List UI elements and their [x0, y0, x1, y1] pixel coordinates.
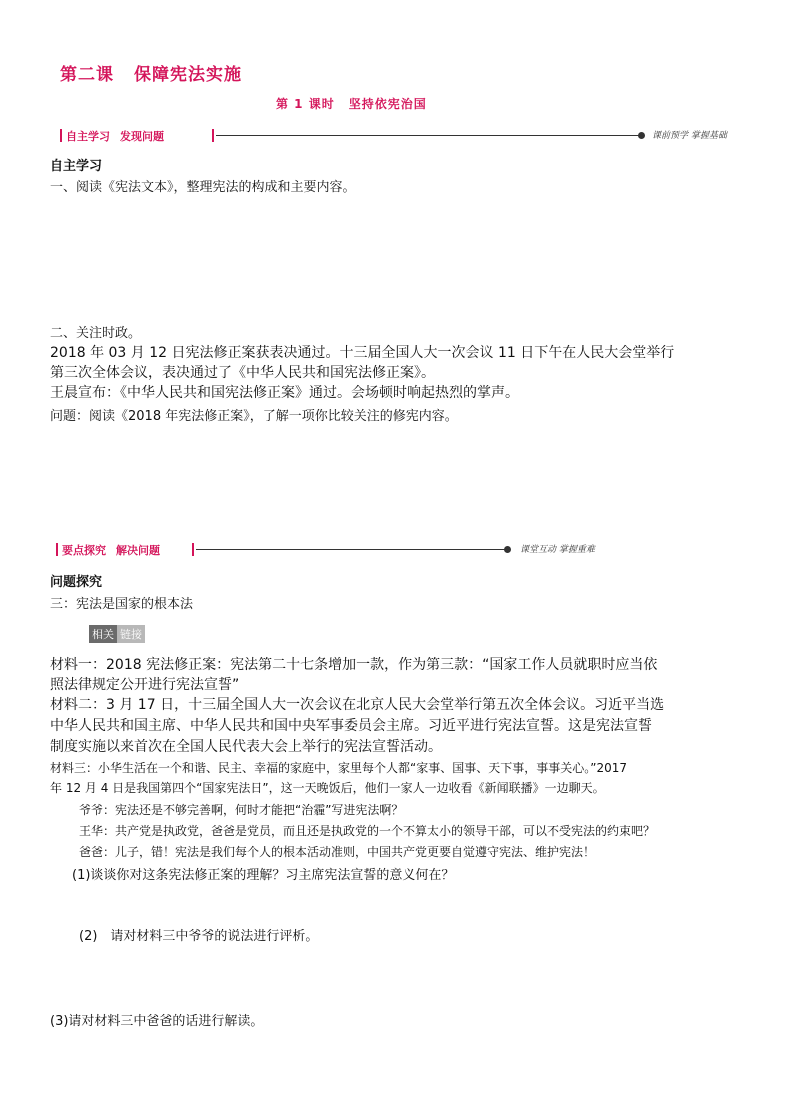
inquiry-topic: 三：宪法是国家的根本法: [50, 597, 194, 612]
section-label: 要点探究 解决问题: [62, 544, 160, 557]
section-label: 自主学习 发现问题: [66, 130, 164, 143]
dialogue-wanghua: 王华：共产党是执政党，爸爸是党员，而且还是执政党的一个不算太小的领导干部，可以不受宪法的约束吧？: [79, 824, 656, 838]
material-2-line-1: 材料二：3 月 17 日，十三届全国人大一次会议在北京人民大会堂举行第五次全体会议。习近平当选: [50, 697, 665, 713]
bar-line: [216, 135, 640, 136]
question-3: (3)请对材料三中爸爸的话进行解读。: [50, 1014, 264, 1029]
self-study-question: 问题：阅读《2018 年宪法修正案》，了解一项你比较关注的修宪内容。: [50, 409, 458, 424]
self-study-heading: 自主学习: [50, 159, 103, 174]
lesson-number: 第二课: [60, 65, 114, 85]
news-line-1: 2018 年 03 月 12 日宪法修正案获表决通过。十三届全国人大一次会议 11 日下午在人民大会堂举行: [50, 345, 675, 361]
bar-dot-icon: [638, 132, 645, 139]
bar-line: [196, 549, 506, 550]
news-line-3: 王晨宣布：《中华人民共和国宪法修正案》通过。会场顿时响起热烈的掌声。: [50, 385, 519, 401]
related-link-tag: [89, 625, 145, 640]
section-hint: 课前预学 掌握基础: [652, 131, 727, 141]
tag-related: 相关: [89, 625, 117, 643]
material-1-line-1: 材料一：2018 宪法修正案：宪法第二十七条增加一款，作为第三款：“国家工作人员就职时应当依: [50, 657, 658, 673]
period-title: [276, 95, 427, 112]
material-2-line-2: 中华人民共和国主席、中华人民共和国中央军事委员会主席。习近平进行宪法宣誓。这是宪法宣誓: [50, 718, 652, 734]
news-line-2: 第三次全体会议，表决通过了《中华人民共和国宪法修正案》。: [50, 365, 435, 381]
material-2-line-3: 制度实施以来首次在全国人民代表大会上举行的宪法宣誓活动。: [50, 739, 442, 755]
self-study-q1: 一、阅读《宪法文本》，整理宪法的构成和主要内容。: [50, 180, 356, 195]
current-affairs-heading: 二、关注时政。: [50, 326, 142, 341]
section-bar-inquiry: [56, 542, 716, 558]
material-3-line-2: 年 12 月 4 日是我国第四个“国家宪法日”，这一天晚饭后，他们一家人一边收看《新闻联播》一边聊天。: [50, 781, 605, 795]
bar-tick-right: [192, 543, 194, 556]
section-hint: 课堂互动 掌握重难: [520, 545, 595, 555]
material-1-line-2: 照法律规定公开进行宪法宣誓”: [50, 677, 240, 693]
lesson-name: 保障宪法实施: [134, 65, 242, 85]
dialogue-dad: 爸爸：儿子，错！宪法是我们每个人的根本活动准则，中国共产党更要自觉遵守宪法、维护宪法！: [79, 845, 596, 859]
dialogue-grandpa: 爷爷：宪法还是不够完善啊，何时才能把“治霾”写进宪法啊？: [79, 803, 404, 817]
material-3-line-1: 材料三：小华生活在一个和谐、民主、幸福的家庭中，家里每个人都“家事、国事、天下事，事事关心。”2017: [50, 761, 627, 775]
bar-tick-left: [60, 129, 62, 142]
period-number: 第 1 课时: [276, 97, 335, 111]
bar-dot-icon: [504, 546, 511, 553]
tag-link: 链接: [117, 625, 145, 643]
inquiry-heading: 问题探究: [50, 575, 103, 590]
question-2: (2) 请对材料三中爷爷的说法进行评析。: [79, 929, 319, 944]
bar-tick-left: [56, 543, 58, 556]
bar-tick-right: [212, 129, 214, 142]
question-1: (1)谈谈你对这条宪法修正案的理解？习主席宪法宣誓的意义何在？: [72, 868, 455, 883]
lesson-title: [60, 60, 242, 85]
section-bar-self-study: [60, 128, 727, 144]
period-name: 坚持依宪治国: [348, 97, 427, 111]
